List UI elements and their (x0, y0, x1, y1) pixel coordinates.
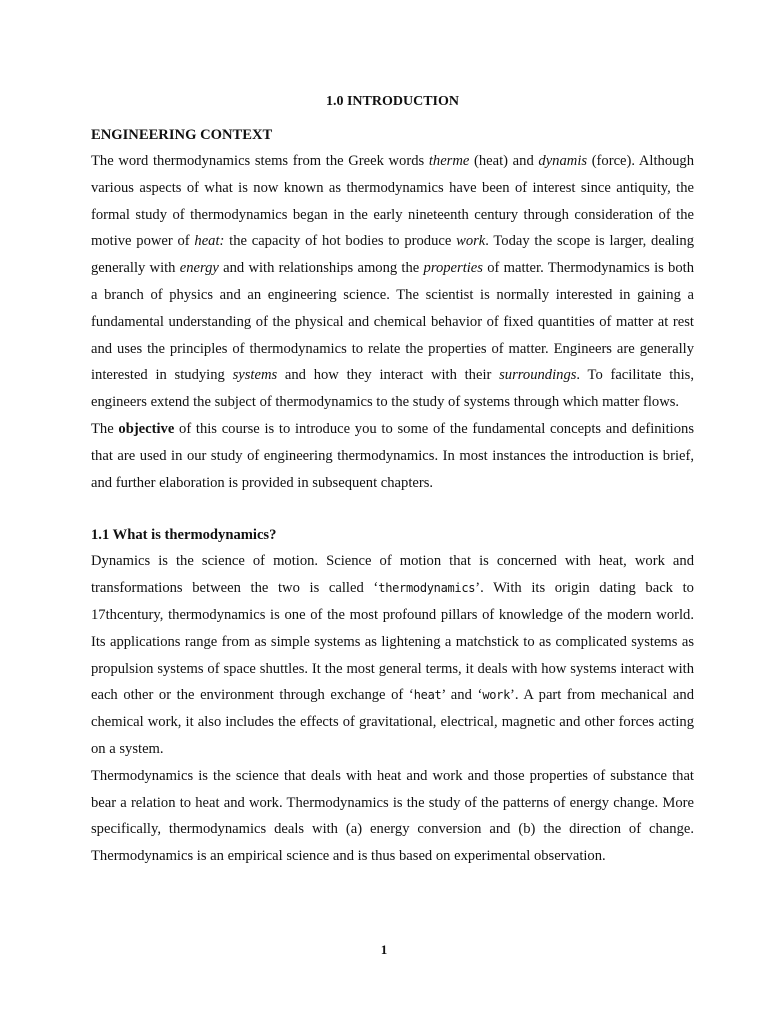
section-heading-what-is-thermodynamics: 1.1 What is thermodynamics? (91, 527, 277, 544)
page-number: 1 (380, 942, 388, 957)
section-heading-engineering-context: ENGINEERING CONTEXT (91, 127, 273, 143)
paragraph-greek-origin: The word thermodynamics stems from the Greek words therme (heat) and dynamis (force). Although various aspects of what is now known as thermodynamics have been of interest since antiquity, the formal study of thermodynamics began in the early nineteenth century through consideration of the motive power of heat: the capacity of hot bodies to produce work. Today the scope is larger, dealing generally with energy and with relationships among the properties of matter. Thermodynamics is both a branch of physics and an engineering science. The scientist is normally interested in gaining a fundamental understanding of the physical and chemical behavior of fixed quantities of matter at rest and uses the principles of thermodynamics to relate the properties of matter. Engineers are generally interested in studying systems and how they interact with their surroundings. To facilitate this, engineers extend the subject of thermodynamics to the study of systems through which matter flows. (91, 153, 695, 411)
paragraph-dynamics-definition: Dynamics is the science of motion. Science of motion that is concerned with heat, work and transformations between the two is called ‘thermodynamics’. With its origin dating back to 17thcentury, thermodynamics is one of the most profound pillars of knowledge of the modern world. Its applications range from as simple systems as lightening a matchstick to as complicated systems as propulsion systems of space shuttles. It the most general terms, it deals with how systems interact with each other or the environment through exchange of ‘heat’ and ‘work’. A part from mechanical and chemical work, it also includes the effects of gravitational, electrical, magnetic and other forces acting on a system. (91, 553, 694, 757)
page-title: 1.0 INTRODUCTION (325, 94, 459, 109)
paragraph-course-objective: The objective of this course is to introduce you to some of the fundamental concepts and definitions that are used in our study of engineering thermodynamics. In most instances the introduction is brief, and further elaboration is provided in subsequent chapters. (91, 420, 694, 491)
paragraph-science-of-heat-and-work: Thermodynamics is the science that deals with heat and work and those properties of substance that bear a relation to heat and work. Thermodynamics is the study of the patterns of energy change. More specifically, thermodynamics deals with (a) energy conversion and (b) the direction of change. Thermodynamics is an empirical science and is thus based on experimental observation. (91, 767, 694, 865)
document-page (91, 90, 694, 870)
section-spacer (91, 496, 694, 522)
